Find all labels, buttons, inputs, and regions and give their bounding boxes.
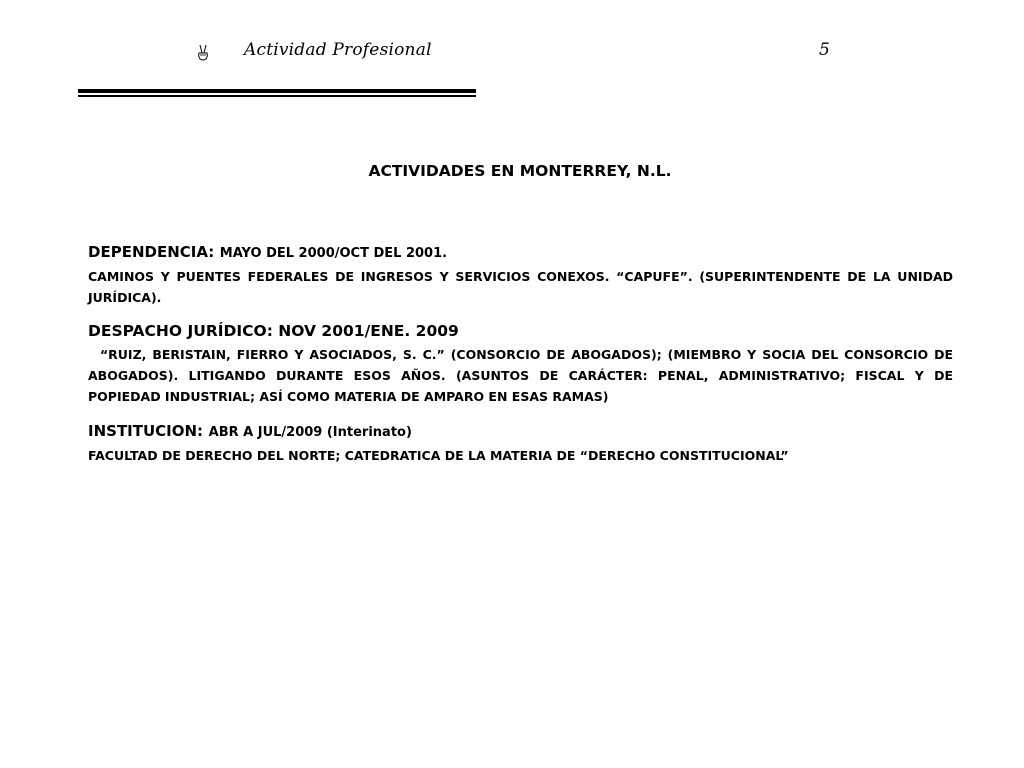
section-heading-despacho — [88, 321, 953, 340]
section-label: DESPACHO JURÍDICO: NOV 2001/ENE. 2009 — [88, 322, 459, 340]
header-rule — [78, 89, 476, 97]
header-title: Actividad Profesional — [244, 40, 432, 60]
section-heading-dependencia — [88, 242, 953, 261]
page-number: 5 — [819, 40, 830, 60]
section-heading-institucion — [88, 421, 953, 440]
section-label: DEPENDENCIA: — [88, 243, 215, 261]
section-text — [88, 344, 953, 407]
section-text: FACULTAD DE DERECHO DEL NORTE; CATEDRATICA DE LA MATERIA DE “DERECHO CONSTITUCIONAL” — [88, 448, 789, 463]
victory-hand-icon — [196, 44, 210, 62]
section-text-body: “RUIZ, BERISTAIN, FIERRO Y ASOCIADOS, S. C.” (CONSORCIO DE ABOGADOS); (MIEMBRO Y SOCIA DEL CONSORCIO DE ABOGADOS). LITIGANDO DURANTE ESOS AÑOS. (ASUNTOS DE CARÁCTER: PENAL, ADMINISTRATIVO; FISCAL Y DE POPIEDAD INDUSTRIAL; ASÍ COMO MATERIA DE AMPARO EN ESAS RAMAS) — [88, 347, 953, 404]
document-body — [88, 242, 953, 466]
section-text: CAMINOS Y PUENTES FEDERALES DE INGRESOS Y SERVICIOS CONEXOS. “CAPUFE”. (SUPERINTENDENTE DE LA UNIDAD JURÍDICA). — [88, 269, 953, 305]
section-label: INSTITUCION: — [88, 422, 204, 440]
section-detail: ABR A JUL/2009 (Interinato) — [208, 425, 412, 440]
section-detail: MAYO DEL 2000/OCT DEL 2001. — [219, 246, 448, 261]
document-title: ACTIVIDADES EN MONTERREY, N.L. — [368, 162, 672, 180]
